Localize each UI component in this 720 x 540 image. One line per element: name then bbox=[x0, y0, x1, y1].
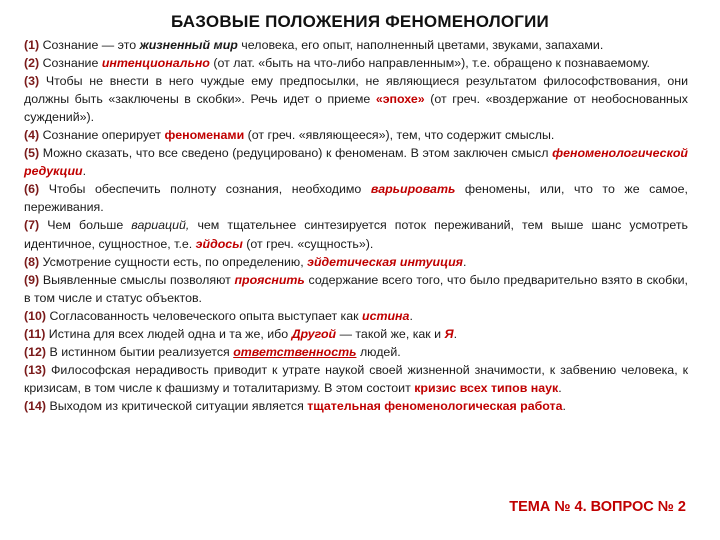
thesis-number: (11) bbox=[24, 326, 46, 341]
thesis-text: (от лат. «быть на что-либо направленным»), т.е. обращено к познаваемому. bbox=[209, 56, 650, 71]
thesis-text: Сознание оперирует bbox=[39, 128, 165, 143]
highlighted-term: ответственность bbox=[233, 344, 357, 359]
thesis-text: Усмотрение сущности есть, по определению, bbox=[39, 254, 308, 269]
thesis-number: (1) bbox=[24, 38, 40, 52]
thesis-paragraph bbox=[24, 343, 688, 361]
highlighted-term: жизненный мир bbox=[139, 38, 238, 52]
thesis-text: Согласованность человеческого опыта выступает как bbox=[46, 308, 363, 323]
thesis-number: (3) bbox=[24, 74, 40, 89]
thesis-number: (6) bbox=[24, 182, 40, 197]
highlighted-term: истина bbox=[362, 308, 410, 323]
thesis-text: людей. bbox=[356, 344, 401, 359]
thesis-text: Истина для всех людей одна и та же, ибо bbox=[45, 326, 292, 341]
thesis-text: Чтобы не внести в него чуждые ему предпосылки, не являющиеся результатом философствования, они должны быть «заключены в скобки». Речь идет о приеме bbox=[24, 74, 688, 107]
highlighted-term: эйдетическая интуиция bbox=[307, 254, 463, 269]
thesis-text: . bbox=[453, 326, 458, 341]
thesis-text: Сознание — это bbox=[39, 38, 140, 52]
highlighted-term: Я bbox=[444, 326, 454, 341]
thesis-text: Можно сказать, что все сведено (редуцировано) к феноменам. В этом заключен смысл bbox=[39, 146, 553, 161]
thesis-text: В истинном бытии реализуется bbox=[46, 344, 234, 359]
thesis-text: содержание всего того, что было предварительно взято в скобки, в том числе и статус объектов. bbox=[24, 272, 688, 305]
thesis-paragraph bbox=[24, 54, 688, 72]
highlighted-term: прояснить bbox=[234, 272, 305, 287]
thesis-number: (8) bbox=[24, 254, 40, 269]
thesis-text: Чтобы обеспечить полноту сознания, необходимо bbox=[39, 182, 371, 197]
thesis-paragraph bbox=[24, 271, 688, 307]
thesis-text: Философская нерадивость приводит к утрате наукой своей жизненной значимости, к забвению человека, к кризисам, в том числе к фашизму и тоталитаризму. В этом состоит bbox=[24, 362, 688, 395]
thesis-text: Чем больше bbox=[39, 218, 132, 233]
highlighted-term: эйдосы bbox=[195, 236, 243, 251]
thesis-text: — такой же, как и bbox=[336, 326, 445, 341]
thesis-paragraph bbox=[24, 325, 688, 343]
thesis-number: (9) bbox=[24, 272, 40, 287]
thesis-paragraph bbox=[24, 72, 688, 126]
thesis-text: Сознание bbox=[39, 56, 102, 71]
thesis-number: (4) bbox=[24, 128, 40, 143]
thesis-number: (7) bbox=[24, 218, 40, 233]
thesis-text: Выходом из критической ситуации является bbox=[46, 398, 308, 413]
thesis-text: . bbox=[409, 308, 413, 323]
thesis-paragraph bbox=[24, 126, 688, 144]
thesis-paragraph bbox=[24, 144, 688, 180]
topic-question-label: ТЕМА № 4. ВОПРОС № 2 bbox=[509, 499, 686, 515]
thesis-number: (12) bbox=[24, 344, 47, 359]
highlighted-term: феноменами bbox=[164, 128, 245, 143]
highlighted-term: феноменологической редукции bbox=[24, 146, 688, 179]
thesis-number: (14) bbox=[24, 398, 47, 413]
thesis-paragraph bbox=[24, 397, 688, 415]
slide-body bbox=[24, 36, 688, 415]
highlighted-term: тщательная феноменологическая работа bbox=[307, 398, 563, 413]
highlighted-term: варьировать bbox=[370, 182, 456, 197]
thesis-text: (от греч. «воздержание от необоснованных суждений»). bbox=[24, 92, 688, 125]
thesis-text: чем тщательнее синтезируется поток переживаний, тем выше шанс усмотреть идентичное, сущностное, т.е. bbox=[24, 218, 688, 251]
thesis-text: . bbox=[462, 254, 467, 269]
thesis-number: (2) bbox=[24, 56, 40, 71]
highlighted-term: Другой bbox=[291, 326, 337, 341]
thesis-text: . bbox=[558, 380, 562, 395]
thesis-text: . bbox=[82, 164, 87, 179]
thesis-paragraph bbox=[24, 361, 688, 397]
thesis-paragraph bbox=[24, 216, 688, 252]
slide-title: БАЗОВЫЕ ПОЛОЖЕНИЯ ФЕНОМЕНОЛОГИИ bbox=[171, 12, 549, 31]
highlighted-term: вариаций, bbox=[131, 218, 190, 233]
thesis-text: . bbox=[562, 398, 566, 413]
highlighted-term: «эпохе» bbox=[375, 92, 425, 107]
thesis-number: (5) bbox=[24, 146, 40, 161]
thesis-text: человека, его опыт, наполненный цветами, звуками, запахами. bbox=[237, 38, 604, 52]
thesis-paragraph bbox=[24, 180, 688, 216]
thesis-paragraph bbox=[24, 36, 688, 54]
thesis-number: (10) bbox=[24, 308, 47, 323]
thesis-text: Выявленные смыслы позволяют bbox=[39, 272, 235, 287]
highlighted-term: интенционально bbox=[101, 56, 210, 71]
thesis-paragraph bbox=[24, 307, 688, 325]
thesis-text: (от греч. «сущность»). bbox=[242, 236, 374, 251]
thesis-paragraph bbox=[24, 253, 688, 271]
thesis-text: (от греч. «являющееся»), тем, что содержит смыслы. bbox=[244, 128, 555, 143]
highlighted-term: кризис всех типов наук bbox=[414, 380, 559, 395]
thesis-text: феномены, или, что то же самое, переживания. bbox=[24, 182, 688, 215]
thesis-number: (13) bbox=[24, 362, 47, 377]
